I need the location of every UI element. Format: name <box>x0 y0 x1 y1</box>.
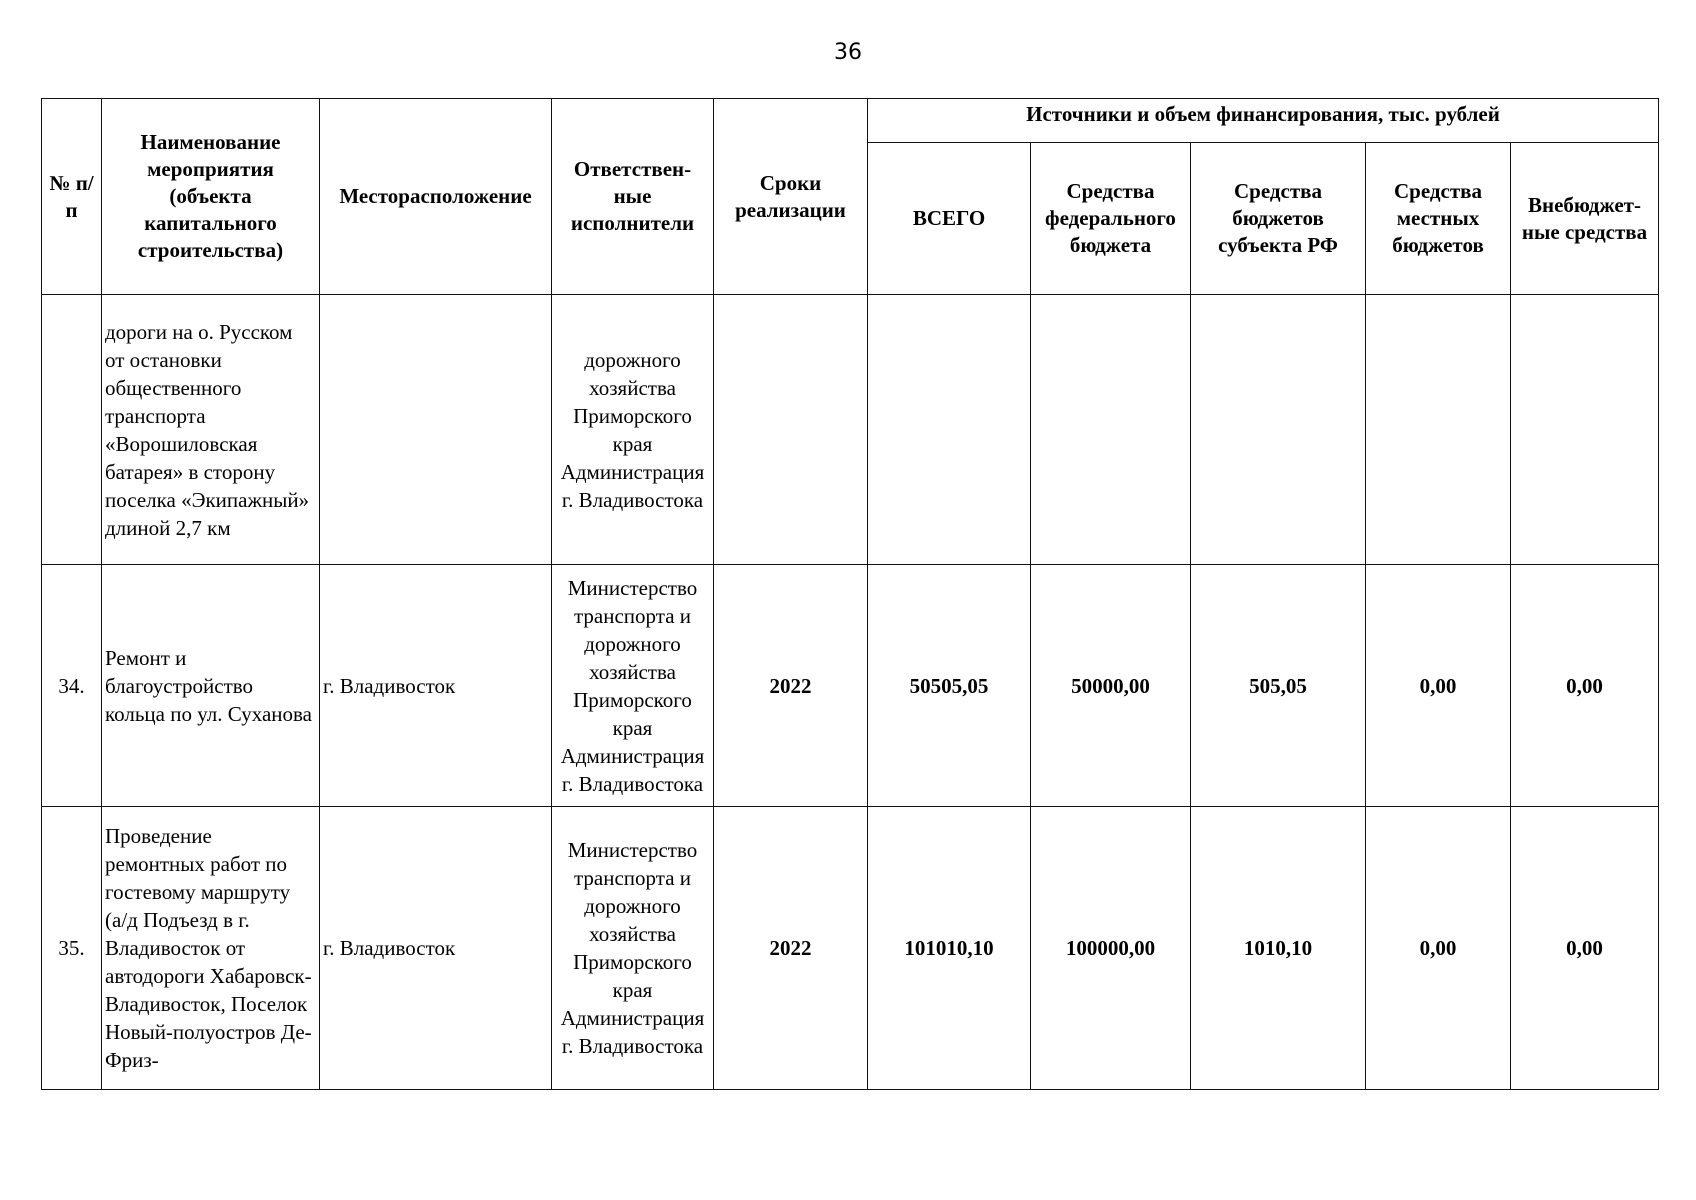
header-num: № п/п <box>42 99 102 295</box>
row-total-cell <box>868 295 1031 565</box>
header-offbudget: Внебюджет-ные средства <box>1511 143 1659 295</box>
row-federal-cell <box>1031 295 1191 565</box>
row-local-cell: 0,00 <box>1366 807 1511 1090</box>
row-total-cell: 101010,10 <box>868 807 1031 1090</box>
table-row <box>42 295 1659 565</box>
row-federal-cell: 50000,00 <box>1031 565 1191 807</box>
header-local: Средства местных бюджетов <box>1366 143 1511 295</box>
row-offbudget-cell <box>1511 295 1659 565</box>
row-num-cell <box>42 295 102 565</box>
row-location-cell <box>320 295 552 565</box>
header-period: Сроки реализации <box>714 99 868 295</box>
row-federal-cell: 100000,00 <box>1031 807 1191 1090</box>
header-executors: Ответствен-ные исполнители <box>552 99 714 295</box>
row-name-cell: дороги на о. Русском от остановки общественного транспорта «Ворошиловская батарея» в сторону поселка «Экипажный» длиной 2,7 км <box>102 295 320 565</box>
header-location: Месторасположение <box>320 99 552 295</box>
row-subject-cell: 1010,10 <box>1191 807 1366 1090</box>
row-executors-cell: Министерство транспорта и дорожного хозяйства Приморского края Администрация г. Владивостока <box>552 565 714 807</box>
row-offbudget-cell: 0,00 <box>1511 807 1659 1090</box>
row-num-cell: 35. <box>42 807 102 1090</box>
row-local-cell <box>1366 295 1511 565</box>
row-executors-cell: дорожного хозяйства Приморского края Администрация г. Владивостока <box>552 295 714 565</box>
row-total-cell: 50505,05 <box>868 565 1031 807</box>
financing-table <box>41 98 1659 1090</box>
header-sources: Источники и объем финансирования, тыс. рублей <box>868 99 1659 143</box>
row-period-cell: 2022 <box>714 807 868 1090</box>
row-offbudget-cell: 0,00 <box>1511 565 1659 807</box>
page-number: 36 <box>834 40 862 65</box>
row-executors-cell: Министерство транспорта и дорожного хозяйства Приморского края Администрация г. Владивостока <box>552 807 714 1090</box>
table-row <box>42 565 1659 807</box>
row-subject-cell: 505,05 <box>1191 565 1366 807</box>
row-location-cell: г. Владивосток <box>320 565 552 807</box>
header-federal: Средства федерального бюджета <box>1031 143 1191 295</box>
table-row <box>42 807 1659 1090</box>
header-subject: Средства бюджетов субъекта РФ <box>1191 143 1366 295</box>
row-name-cell: Проведение ремонтных работ по гостевому маршруту (а/д Подъезд в г. Владивосток от автодороги Хабаровск-Владивосток, Поселок Новый-полуостров Де-Фриз- <box>102 807 320 1090</box>
row-local-cell: 0,00 <box>1366 565 1511 807</box>
header-name: Наименование мероприятия (объекта капитального строительства) <box>102 99 320 295</box>
row-num-cell: 34. <box>42 565 102 807</box>
row-period-cell: 2022 <box>714 565 868 807</box>
row-subject-cell <box>1191 295 1366 565</box>
row-period-cell <box>714 295 868 565</box>
header-total: ВСЕГО <box>868 143 1031 295</box>
row-name-cell: Ремонт и благоустройство кольца по ул. Суханова <box>102 565 320 807</box>
row-location-cell: г. Владивосток <box>320 807 552 1090</box>
